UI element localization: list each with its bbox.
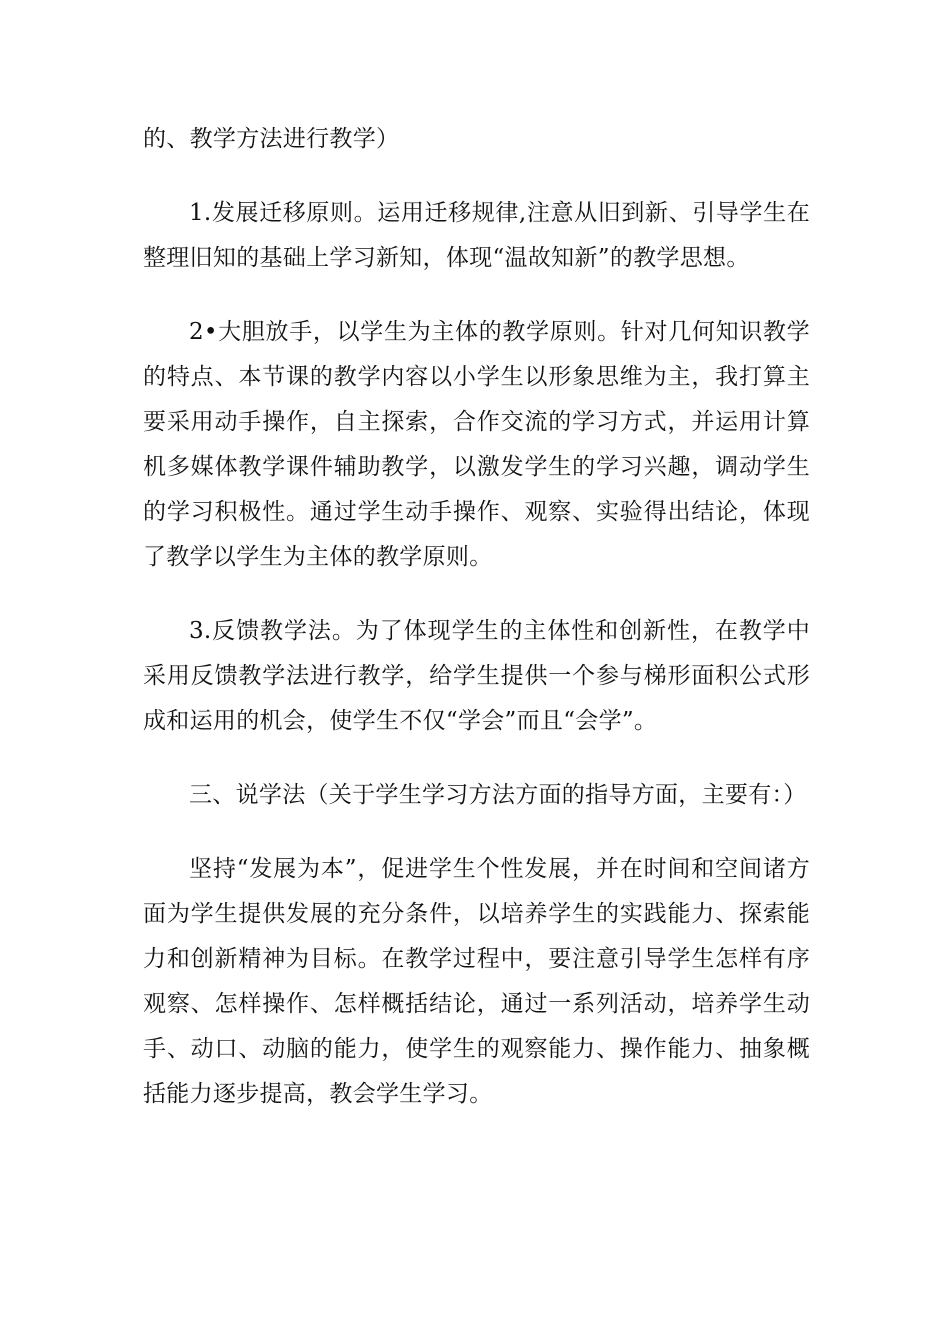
paragraph-student-centered-principle: 2•大胆放手，以学生为主体的教学原则。针对几何知识教学的特点、本节课的教学内容以小学生以形象思维为主，我打算主要采用动手操作，自主探索，合作交流的学习方式，并运用计算机多媒体教学课件辅助教学，以激发学生的学习兴趣，调动学生的学习积极性。通过学生动手操作、观察、实验得出结论，体现了教学以学生为主体的教学原则。 xyxy=(143,319,810,570)
document-body xyxy=(143,117,810,1146)
paragraph-development-focus: 坚持“发展为本”，促进学生个性发展，并在时间和空间诸方面为学生提供发展的充分条件，以培养学生的实践能力、探索能力和创新精神为目标。在教学过程中，要注意引导学生怎样有序观察、怎样操作、怎样概括结论，通过一系列活动，培养学生动手、动口、动脑的能力，使学生的观察能力、操作能力、抽象概括能力逐步提高，教会学生学习。 xyxy=(143,856,810,1107)
paragraph-transfer-principle: 1.发展迁移原则。运用迁移规律,注意从旧到新、引导学生在整理旧知的基础上学习新知，体现“温故知新”的教学思想。 xyxy=(143,200,810,271)
paragraph-feedback-method: 3.反馈教学法。为了体现学生的主体性和创新性，在教学中采用反馈教学法进行教学，给学生提供一个参与梯形面积公式形成和运用的机会，使学生不仅“学会”而且“会学”。 xyxy=(143,618,810,734)
section-heading-study-method: 三、说学法（关于学生学习方法方面的指导方面，主要有：） xyxy=(189,782,807,808)
paragraph-continuation: 的、教学方法进行教学） xyxy=(143,126,400,152)
